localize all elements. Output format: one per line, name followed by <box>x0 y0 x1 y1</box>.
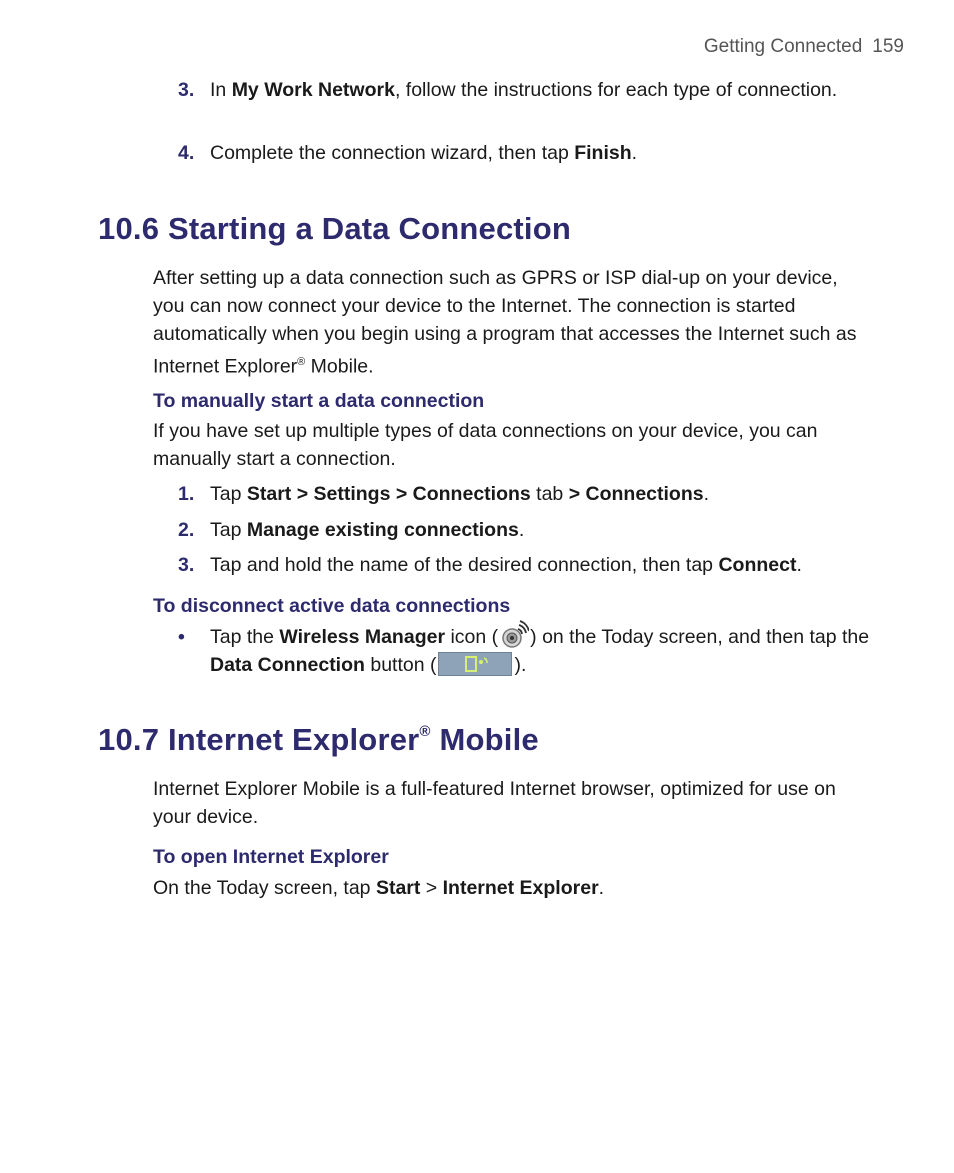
subheading-manual-start: To manually start a data connection <box>153 390 485 412</box>
page-number: 159 <box>872 36 904 57</box>
open-ie-text: On the Today screen, tap Start > Internet Explorer. <box>153 877 605 899</box>
data-connection-button-icon <box>438 652 512 676</box>
section-heading-10-7: 10.7 Internet Explorer® Mobile <box>98 722 539 757</box>
manual-start-text: If you have set up multiple types of data connections on your device, you can manually start a connection. <box>153 420 818 470</box>
section-intro: Internet Explorer Mobile is a full-featured Internet browser, optimized for use on your device. <box>153 778 836 828</box>
running-header-section: Getting Connected <box>703 36 863 57</box>
step-item: 3. Tap and hold the name of the desired connection, then tap Connect. <box>178 554 802 576</box>
section-heading-10-6: 10.6 Starting a Data Connection <box>98 211 572 246</box>
wireless-manager-icon <box>499 620 529 650</box>
subheading-disconnect: To disconnect active data connections <box>153 595 511 617</box>
step-item: 2. Tap Manage existing connections. <box>178 519 525 541</box>
running-header <box>704 36 904 58</box>
step-item: 3. In My Work Network, follow the instructions for each type of connection. <box>178 79 838 101</box>
bullet-item: • Tap the Wireless Manager icon ( ) on the Today screen, and then tap the Data Connection button ( ). <box>178 623 878 679</box>
section-intro: After setting up a data connection such as GPRS or ISP dial-up on your device, you can now connect your device to the Internet. The connection is started automatically when you begin using a program that accesses the Internet such as Internet Explorer® Mobile. <box>153 267 857 378</box>
step-item: 1. Tap Start > Settings > Connections tab > Connections. <box>178 483 710 505</box>
step-item: 4. Complete the connection wizard, then tap Finish. <box>178 142 638 164</box>
subheading-open-ie: To open Internet Explorer <box>153 846 389 868</box>
